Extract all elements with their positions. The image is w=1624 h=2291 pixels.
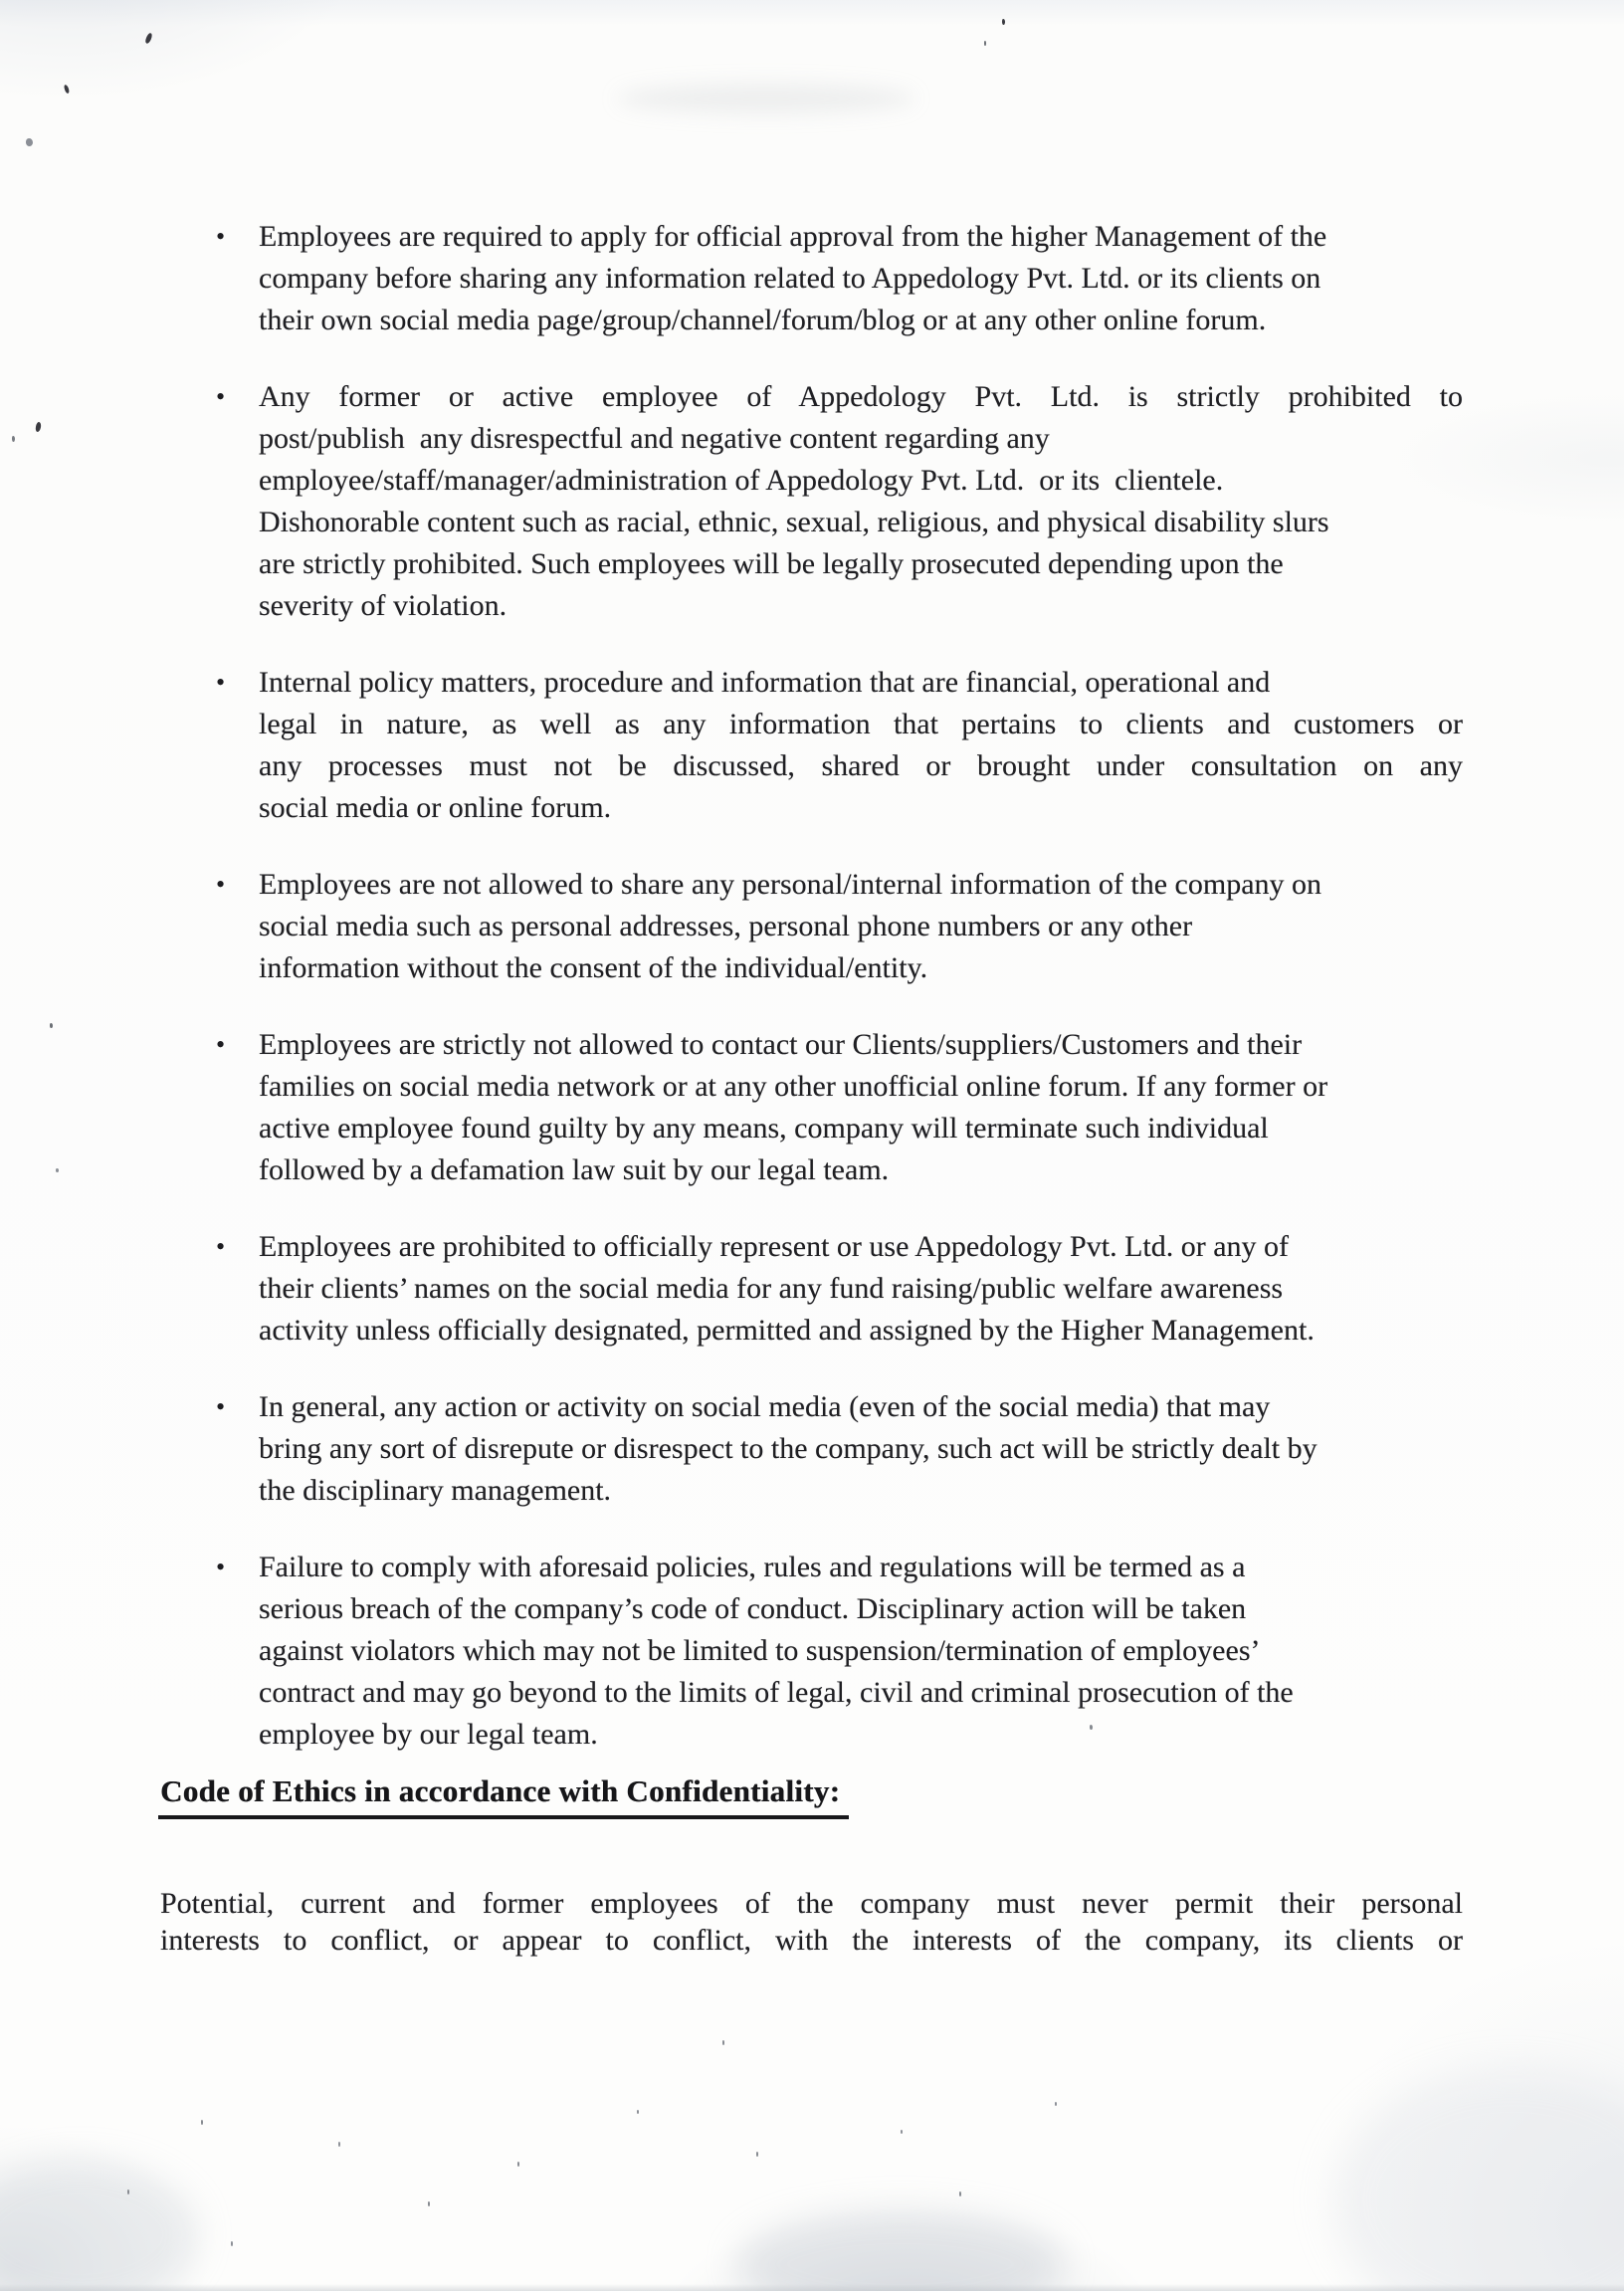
scan-smudge <box>617 84 915 113</box>
bullet-line: employee by our legal team. <box>259 1718 598 1751</box>
scan-speck <box>1002 19 1005 25</box>
scan-speck <box>984 41 986 46</box>
bullet-marker-icon: • <box>216 382 226 411</box>
bullet-marker-icon: • <box>216 1232 226 1261</box>
bullet-line: company before sharing any information related to Appedology Pvt. Ltd. or its clients on <box>259 262 1321 295</box>
scan-speck <box>959 2191 961 2196</box>
bullet-line: bring any sort of disrepute or disrespect to the company, such act will be strictly dealt by <box>259 1432 1318 1465</box>
bullet-line: activity unless officially designated, permitted and assigned by the Higher Management. <box>259 1314 1315 1347</box>
bullet-line: information without the consent of the individual/entity. <box>259 951 928 984</box>
bullet-line: Employees are required to apply for official approval from the higher Management of the <box>259 220 1327 253</box>
bullet-line: Internal policy matters, procedure and information that are financial, operational and <box>259 666 1271 699</box>
bullet-item <box>214 1547 1463 1756</box>
bullet-marker-icon: • <box>216 1553 226 1581</box>
scan-speck <box>722 2040 724 2045</box>
bullet-line: any processes must not be discussed, shared or brought under consultation on any <box>259 749 1463 782</box>
bullet-line: contract and may go beyond to the limits of legal, civil and criminal prosecution of the <box>259 1676 1294 1709</box>
scan-speck <box>12 436 15 442</box>
bullet-item <box>214 376 1463 627</box>
bullet-line: Dishonorable content such as racial, ethnic, sexual, religious, and physical disability slurs <box>259 506 1329 538</box>
bullet-line: families on social media network or at any other unofficial online forum. If any former or <box>259 1070 1328 1103</box>
bullet-line: against violators which may not be limited to suspension/termination of employees’ <box>259 1634 1261 1667</box>
scan-speck <box>1055 2102 1057 2106</box>
section-heading <box>160 1773 849 1819</box>
scan-smudge <box>0 2160 199 2291</box>
bullet-line: Employees are not allowed to share any personal/internal information of the company on <box>259 868 1322 901</box>
bullet-marker-icon: • <box>216 222 226 251</box>
bullet-line: social media such as personal addresses, personal phone numbers or any other <box>259 910 1193 942</box>
bullet-marker-icon: • <box>216 870 226 899</box>
bullet-line: serious breach of the company’s code of conduct. Disciplinary action will be taken <box>259 1592 1247 1625</box>
bullet-line: Any former or active employee of Appedology Pvt. Ltd. is strictly prohibited to <box>259 380 1463 413</box>
scan-speck <box>231 2241 233 2246</box>
bullet-item <box>214 1024 1463 1191</box>
bullet-line: active employee found guilty by any means, company will terminate such individual <box>259 1112 1269 1145</box>
scan-speck <box>64 85 71 95</box>
scan-speck <box>26 138 33 146</box>
bullet-line: their clients’ names on the social media for any fund raising/public welfare awareness <box>259 1272 1284 1305</box>
scan-speck <box>144 32 153 44</box>
bullet-item <box>214 662 1463 829</box>
scan-speck <box>517 2162 519 2167</box>
scan-smudge <box>1333 2070 1624 2291</box>
bullet-line: employee/staff/manager/administration of Appedology Pvt. Ltd. or its clientele. <box>259 464 1224 497</box>
bullet-marker-icon: • <box>216 1392 226 1421</box>
scan-speck <box>756 2152 758 2157</box>
scan-speck <box>338 2142 340 2147</box>
scan-speck <box>127 2189 129 2194</box>
scan-speck <box>201 2120 203 2125</box>
bullet-item <box>214 216 1463 341</box>
closing-paragraph-line: Potential, current and former employees of the company must never permit their personal <box>160 1887 1463 1920</box>
scan-speck <box>56 1168 59 1172</box>
bullet-line: severity of violation. <box>259 589 508 622</box>
bullet-line: legal in nature, as well as any information that pertains to clients and customers or <box>259 708 1463 740</box>
bullet-line: Failure to comply with aforesaid policies, rules and regulations will be termed as a <box>259 1551 1246 1583</box>
bullet-marker-icon: • <box>216 668 226 697</box>
bullet-marker-icon: • <box>216 1030 226 1059</box>
scan-bottom-edge <box>0 2284 1624 2291</box>
scan-speck <box>428 2201 430 2206</box>
bullet-item <box>214 1226 1463 1352</box>
bullet-line: followed by a defamation law suit by our legal team. <box>259 1153 890 1186</box>
bullet-line: Employees are strictly not allowed to contact our Clients/suppliers/Customers and their <box>259 1028 1303 1061</box>
section-heading-text: Code of Ethics in accordance with Confidentiality: <box>158 1773 849 1819</box>
scan-smudge <box>736 2209 1065 2291</box>
bullet-line: Employees are prohibited to officially represent or use Appedology Pvt. Ltd. or any of <box>259 1230 1290 1263</box>
closing-paragraph-line: interests to conflict, or appear to conflict, with the interests of the company, its clients or <box>160 1924 1463 1957</box>
bullet-line: In general, any action or activity on social media (even of the social media) that may <box>259 1390 1271 1423</box>
bullet-item <box>214 1386 1463 1512</box>
closing-paragraph <box>160 1885 1463 1959</box>
bullet-item <box>214 864 1463 989</box>
bullet-line: post/publish any disrespectful and negative content regarding any <box>259 422 1050 455</box>
scan-speck <box>50 1023 53 1028</box>
bullet-line: the disciplinary management. <box>259 1474 612 1507</box>
bullet-line: their own social media page/group/channel/forum/blog or at any other online forum. <box>259 304 1267 336</box>
scan-speck <box>901 2130 903 2134</box>
scan-speck <box>35 422 42 433</box>
bullet-line: social media or online forum. <box>259 791 612 824</box>
bullet-list <box>214 216 1463 1790</box>
bullet-line: are strictly prohibited. Such employees will be legally prosecuted depending upon the <box>259 547 1284 580</box>
scan-speck <box>637 2110 639 2114</box>
